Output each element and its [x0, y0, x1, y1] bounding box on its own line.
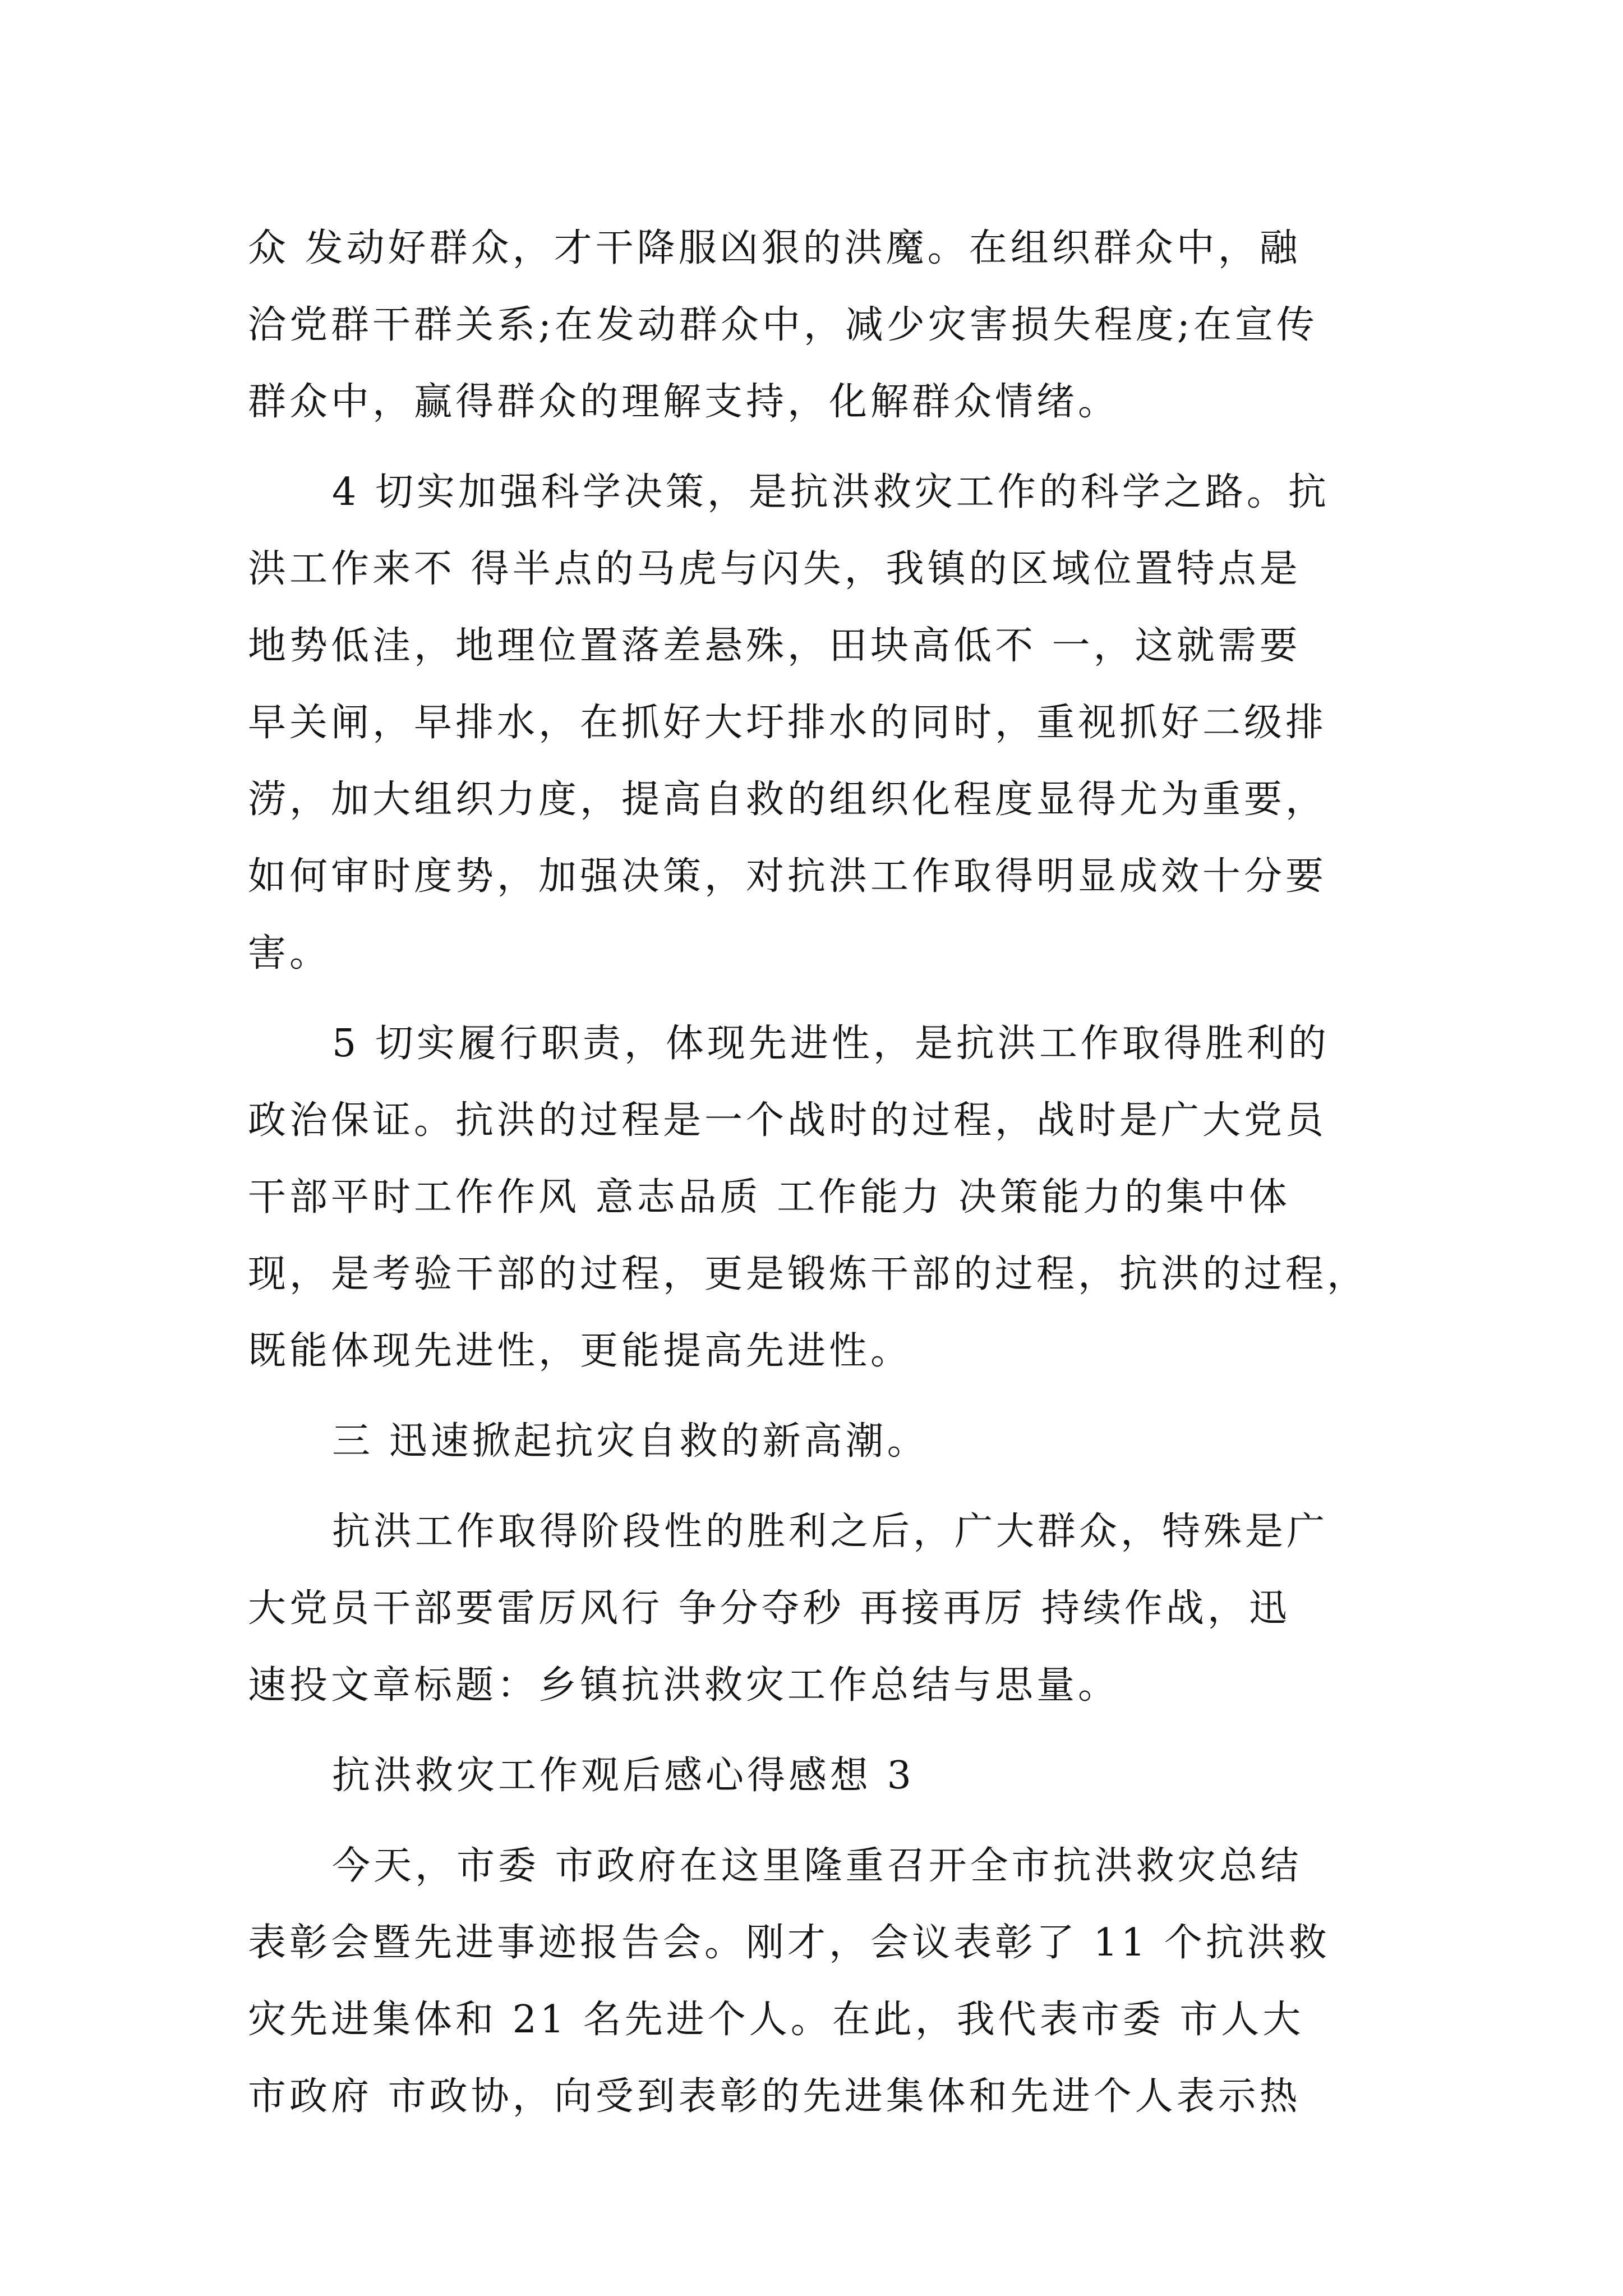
text-line: 既能体现先进性，更能提高先进性。	[248, 1329, 912, 1373]
text-line: 灾先进集体和 21 名先进个人。在此，我代表市委 市人大	[248, 1998, 1304, 2042]
document-body	[248, 210, 1403, 2135]
section-heading	[248, 1403, 1403, 1480]
text-line: 三 迅速掀起抗灾自救的新高潮。	[332, 1419, 929, 1464]
text-line: 抗洪工作取得阶段性的胜利之后，广大群众，特殊是广	[332, 1510, 1329, 1554]
text-line: 涝，加大组织力度，提高自救的组织化程度显得尤为重要，	[248, 777, 1327, 822]
text-line: 市政府 市政协，向受到表彰的先进集体和先进个人表示热	[248, 2074, 1301, 2119]
text-line: 大党员干部要雷厉风行 争分夺秒 再接再厉 持续作战，迅	[248, 1586, 1290, 1631]
text-line: 如何审时度势，加强决策，对抗洪工作取得明显成效十分要	[248, 854, 1327, 899]
text-line: 害。	[248, 931, 331, 976]
text-line: 群众中，赢得群众的理解支持，化解群众情绪。	[248, 380, 1120, 424]
text-line: 洪工作来不 得半点的马虎与闪失，我镇的区域位置特点是	[248, 547, 1301, 591]
article-title	[248, 1737, 1403, 1814]
paragraph	[248, 1005, 1403, 1389]
paragraph	[248, 1493, 1403, 1724]
text-line: 现，是考验干部的过程，更是锻炼干部的过程，抗洪的过程，	[248, 1252, 1369, 1296]
text-line: 地势低洼，地理位置落差悬殊，田块高低不 一，这就需要	[248, 624, 1301, 668]
text-line: 早关闸，早排水，在抓好大圩排水的同时，重视抓好二级排	[248, 701, 1327, 745]
text-line: 洽党群干群关系;在发动群众中，减少灾害损失程度;在宣传	[248, 303, 1318, 347]
text-line: 表彰会暨先进事迹报告会。刚才，会议表彰了 11 个抗洪救	[248, 1921, 1330, 1965]
paragraph	[248, 1828, 1403, 2135]
text-line: 5 切实履行职责，体现先进性，是抗洪工作取得胜利的	[332, 1022, 1330, 1066]
text-line: 政治保证。抗洪的过程是一个战时的过程，战时是广大党员	[248, 1098, 1327, 1143]
paragraph	[248, 210, 1403, 440]
text-line: 抗洪救灾工作观后感心得感想 3	[332, 1754, 915, 1798]
paragraph	[248, 454, 1403, 992]
text-line: 今天，市委 市政府在这里隆重召开全市抗洪救灾总结	[332, 1844, 1302, 1888]
text-line: 众 发动好群众，才干降服凶狠的洪魔。在组织群众中，融	[248, 226, 1301, 270]
text-line: 干部平时工作作风 意志品质 工作能力 决策能力的集中体	[248, 1175, 1290, 1220]
text-line: 4 切实加强科学决策，是抗洪救灾工作的科学之路。抗	[332, 470, 1330, 514]
text-line: 速投文章标题：乡镇抗洪救灾工作总结与思量。	[248, 1663, 1120, 1708]
